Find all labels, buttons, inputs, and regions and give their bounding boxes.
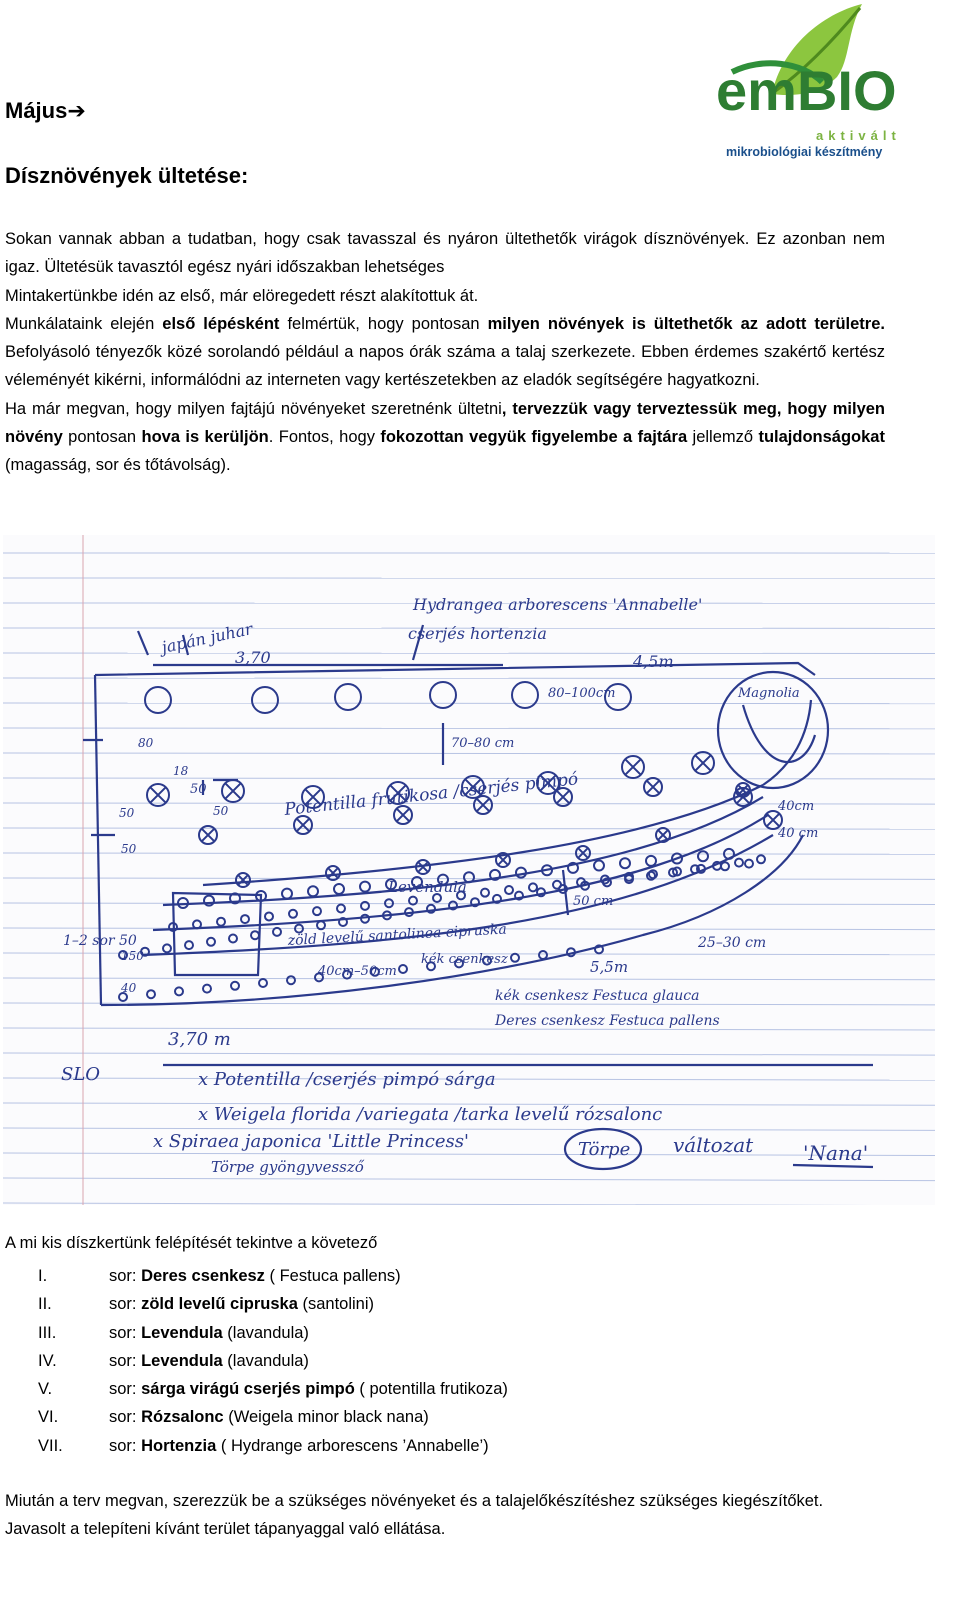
planting-row bbox=[38, 1347, 508, 1375]
label-zold-levelu: zöld levelű santolinea cipruska bbox=[287, 921, 508, 949]
label-50-d: 50 bbox=[121, 842, 137, 856]
note-torpe: Törpe bbox=[578, 1139, 631, 1160]
logo-subtitle: mikrobiológiai készítmény bbox=[726, 145, 883, 159]
closing-1: Miután a terv megvan, szerezzük be a szükséges növényeket és a talajelőkészítéshez szükséges kiegészítőket. bbox=[5, 1492, 824, 1510]
label-magnolia: Magnolia bbox=[738, 686, 800, 701]
intro-paragraphs bbox=[5, 225, 885, 480]
label-80-100: 80–100cm bbox=[548, 686, 616, 701]
label-kek-csenkesz: kék csenkesz bbox=[421, 952, 508, 967]
logo-tag: aktivált bbox=[816, 128, 901, 143]
planting-row bbox=[38, 1319, 508, 1347]
label-18: 18 bbox=[173, 764, 189, 778]
closing-text bbox=[5, 1487, 885, 1544]
note-slo: SLO bbox=[61, 1064, 101, 1085]
label-40cm-a: 40cm bbox=[778, 799, 815, 814]
row-number: II. bbox=[38, 1295, 52, 1314]
label-50cm: 50 cm bbox=[573, 894, 614, 909]
month-heading: Május➔ bbox=[5, 98, 86, 123]
label-hydrangea: Hydrangea arborescens 'Annabelle' bbox=[413, 595, 703, 614]
note-valtozat: változat bbox=[673, 1133, 754, 1157]
paragraph-4: Ha már megvan, hogy milyen fajtájú növényeket szeretnénk ültetni, tervezzük vagy terveztessük meg, hogy milyen növény pontosan hova is kerüljön. Fontos, hogy fokozottan vegyük figyelembe a fajtára jellemző tulajdonságokat (magasság, sor és tőtávolság). bbox=[5, 399, 885, 475]
label-45m: 4,5m bbox=[633, 652, 674, 671]
row-number: I. bbox=[38, 1267, 48, 1285]
planting-row bbox=[38, 1432, 508, 1460]
note-weigela: x Weigela florida /variegata /tarka levelű rózsalonc bbox=[198, 1104, 663, 1125]
row-number: VII. bbox=[38, 1436, 63, 1455]
note-gyongyvesszo: Törpe gyöngyvessző bbox=[211, 1158, 364, 1176]
planting-rows-list bbox=[38, 1262, 508, 1460]
rows-intro: A mi kis díszkertünk felépítését tekintve a követező bbox=[5, 1234, 378, 1252]
label-festuca-pallens: Deres csenkesz Festuca pallens bbox=[495, 1013, 720, 1029]
label-370-top: 3,70 bbox=[235, 648, 271, 667]
label-50-b: 50 bbox=[213, 804, 229, 818]
row-number: IV. bbox=[38, 1351, 57, 1370]
row-text: sor: Rózsalonc (Weigela minor black nana) bbox=[109, 1408, 429, 1427]
label-potentilla: Potentilla frutikosa /cserjés pimpó bbox=[283, 769, 580, 820]
paragraph-3: Munkálataink elején első lépésként felmértük, hogy pontosan milyen növények is ültethetők az adott területre. Befolyásoló tényezők közé sorolandó például a napos órák száma a talaj szerkezete. Ebben érdemes szakértő kertész véleményét kikérni, informálódni az interneten vagy kertészetekben az eladók segítségére hagyatkozni. bbox=[5, 314, 885, 390]
planting-row bbox=[38, 1403, 508, 1431]
note-spiraea: x Spiraea japonica 'Little Princess' bbox=[153, 1131, 469, 1152]
row-text: sor: Levendula (lavandula) bbox=[109, 1323, 309, 1342]
label-japan-juhar: japán juhar bbox=[159, 619, 255, 657]
label-150: 150 bbox=[121, 949, 144, 963]
label-25-30: 25–30 cm bbox=[698, 935, 767, 951]
label-40-50: 40cm–50cm bbox=[318, 964, 397, 979]
note-nana: 'Nana' bbox=[803, 1141, 869, 1165]
label-hortenzia: cserjés hortenzia bbox=[408, 624, 547, 643]
row-number: V. bbox=[38, 1380, 53, 1399]
embio-logo bbox=[712, 2, 918, 160]
label-1-2-sor: 1–2 sor 50 bbox=[63, 933, 137, 949]
label-370m: 3,70 m bbox=[168, 1029, 231, 1050]
label-80: 80 bbox=[138, 736, 154, 750]
planting-row bbox=[38, 1262, 508, 1290]
planting-row bbox=[38, 1375, 508, 1403]
row-number: VI. bbox=[38, 1408, 59, 1427]
row-text: sor: Deres csenkesz ( Festuca pallens) bbox=[109, 1267, 401, 1285]
label-festuca-glauca: kék csenkesz Festuca glauca bbox=[495, 988, 700, 1004]
row-text: sor: Levendula (lavandula) bbox=[109, 1351, 309, 1370]
label-levendula: Levendula bbox=[388, 878, 467, 896]
row-text: sor: Hortenzia ( Hydrange arborescens ’Annabelle’) bbox=[109, 1436, 489, 1455]
closing-2: Javasolt a telepíteni kívánt terület tápanyaggal való ellátása. bbox=[5, 1520, 446, 1539]
note-potentilla: x Potentilla /cserjés pimpó sárga bbox=[198, 1069, 496, 1090]
planting-row bbox=[38, 1290, 508, 1318]
row-text: sor: zöld levelű cipruska (santolini) bbox=[109, 1295, 375, 1314]
garden-plan-sketch bbox=[3, 535, 935, 1205]
label-40: 40 bbox=[121, 981, 137, 995]
label-50-c: 50 bbox=[119, 806, 135, 820]
section-title: Dísznövények ültetése: bbox=[5, 163, 249, 188]
row-number: III. bbox=[38, 1323, 57, 1342]
logo-em: emBIO bbox=[716, 59, 897, 122]
paragraph-2: Mintakertünkbe idén az első, már elöregedett részt alakítottuk át. bbox=[5, 286, 479, 305]
label-40cm-b: 40 cm bbox=[778, 826, 819, 841]
label-70-80: 70–80 cm bbox=[451, 736, 515, 751]
label-55m: 5,5m bbox=[590, 958, 629, 976]
label-50-a: 50 bbox=[190, 782, 207, 797]
row-text: sor: sárga virágú cserjés pimpó ( potentilla frutikoza) bbox=[109, 1380, 508, 1399]
paragraph-1: Sokan vannak abban a tudatban, hogy csak tavasszal és nyáron ültethetők virágok dísznövények. Ez azonban nem igaz. Ültetésük tavasztól egész nyári időszakban lehetséges bbox=[5, 230, 885, 277]
